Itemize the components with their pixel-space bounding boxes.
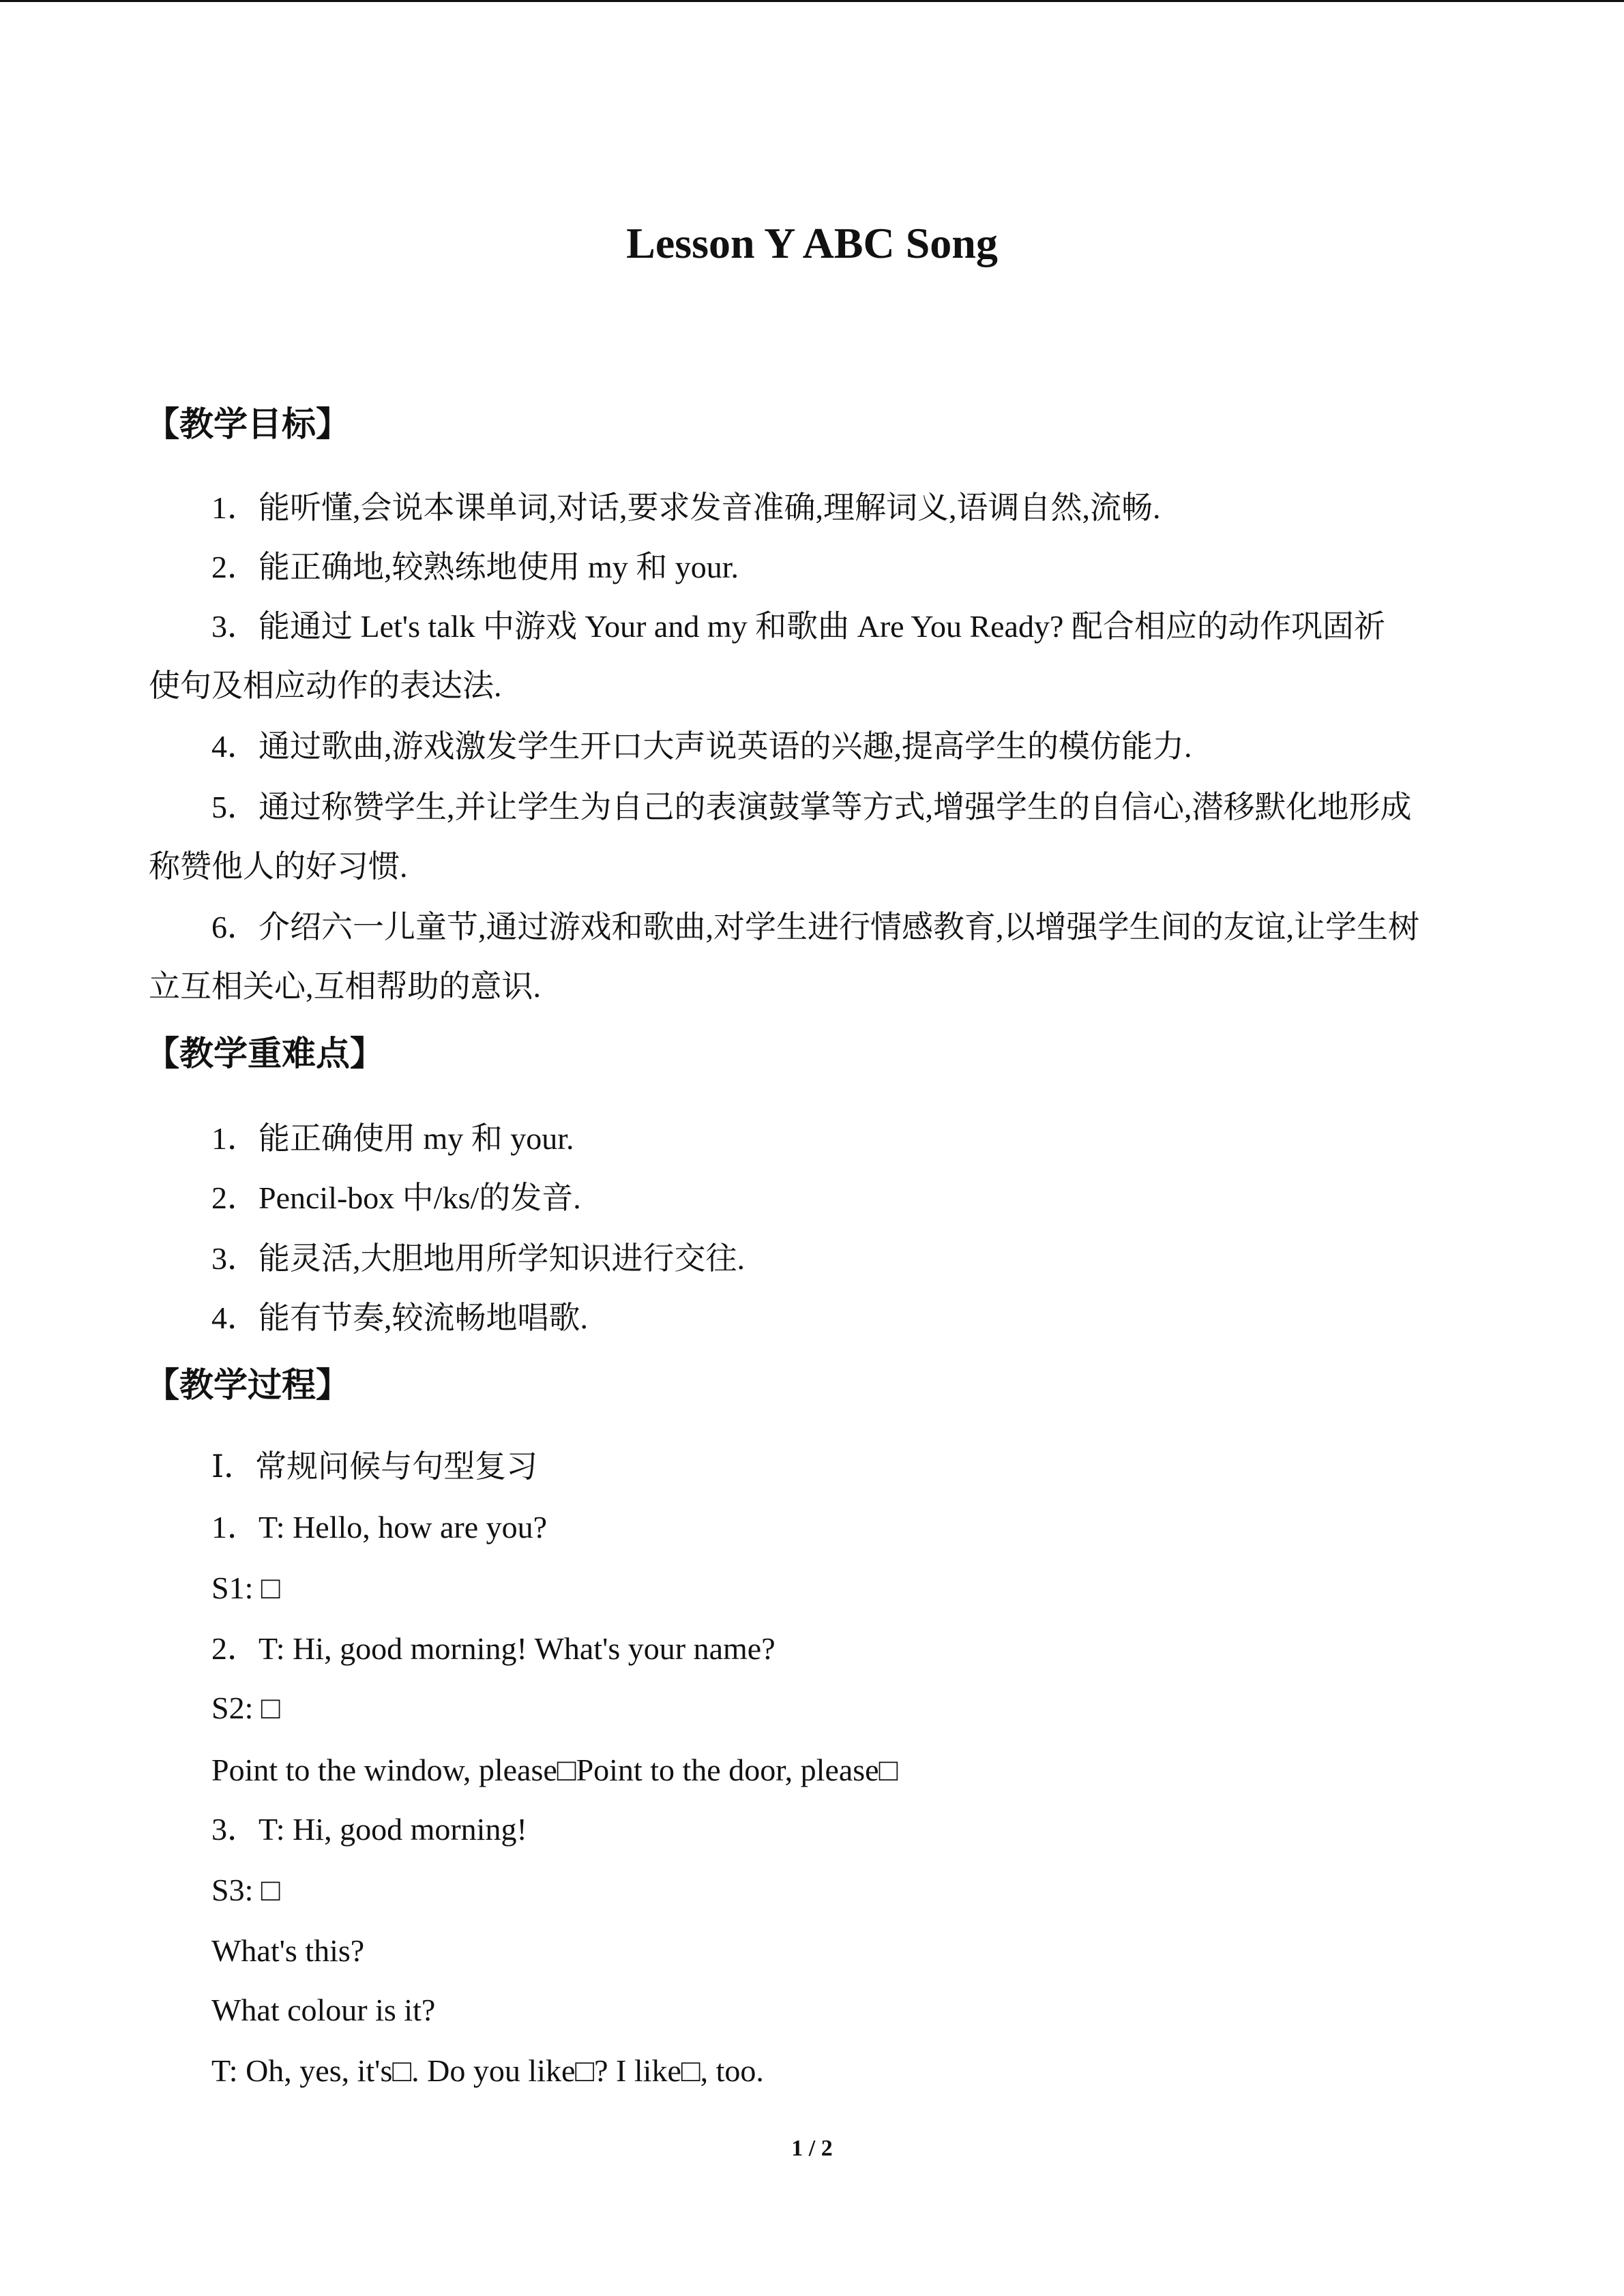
process-line: What's this? [211,1933,365,1968]
process-line: Ⅰ．常规问候与句型复习 [211,1449,538,1484]
page-number: 1 / 2 [791,2136,833,2161]
section-heading-key-points: 【教学重难点】 [145,1034,384,1073]
section-heading-process: 【教学过程】 [145,1365,350,1405]
process-line: Point to the window, please□Point to the door, please□ [211,1753,898,1787]
key-point-line: 2．Pencil-box 中/ks/的发音. [211,1180,581,1215]
objective-line: 1．能听懂,会说本课单词,对话,要求发音准确,理解词义,语调自然,流畅. [211,490,1161,525]
process-line: What colour is it? [211,1993,436,2027]
objective-line: 2．能正确地,较熟练地使用 my 和 your. [211,550,739,584]
objective-line: 使句及相应动作的表达法. [149,668,502,703]
key-point-line: 3．能灵活,大胆地用所学知识进行交往. [211,1241,745,1276]
objective-line: 6．介绍六一儿童节,通过游戏和歌曲,对学生进行情感教育,以增强学生间的友谊,让学生树 [211,910,1419,944]
key-point-line: 4．能有节奏,较流畅地唱歌. [211,1300,588,1335]
process-line: S1: □ [211,1570,280,1605]
process-line: 2．T: Hi, good morning! What's your name? [211,1631,776,1666]
process-line: T: Oh, yes, it's□. Do you like□? I like□, too. [211,2053,764,2088]
process-line: S3: □ [211,1873,280,1907]
process-line: 1．T: Hello, how are you? [211,1510,548,1545]
page-title: Lesson Y ABC Song [626,219,998,267]
process-line: 3．T: Hi, good morning! [211,1812,527,1847]
objective-line: 4．通过歌曲,游戏激发学生开口大声说英语的兴趣,提高学生的模仿能力. [211,729,1192,764]
objective-line: 3．能通过 Let's talk 中游戏 Your and my 和歌曲 Are You Ready? 配合相应的动作巩固祈 [211,609,1385,644]
objective-line: 5．通过称赞学生,并让学生为自己的表演鼓掌等方式,增强学生的自信心,潜移默化地形成 [211,790,1412,824]
process-line: S2: □ [211,1690,280,1725]
section-heading-objectives: 【教学目标】 [145,404,350,444]
objective-line: 称赞他人的好习惯. [149,849,408,884]
top-border-line [0,0,1624,2]
key-point-line: 1．能正确使用 my 和 your. [211,1121,574,1156]
objective-line: 立互相关心,互相帮助的意识. [149,969,541,1004]
